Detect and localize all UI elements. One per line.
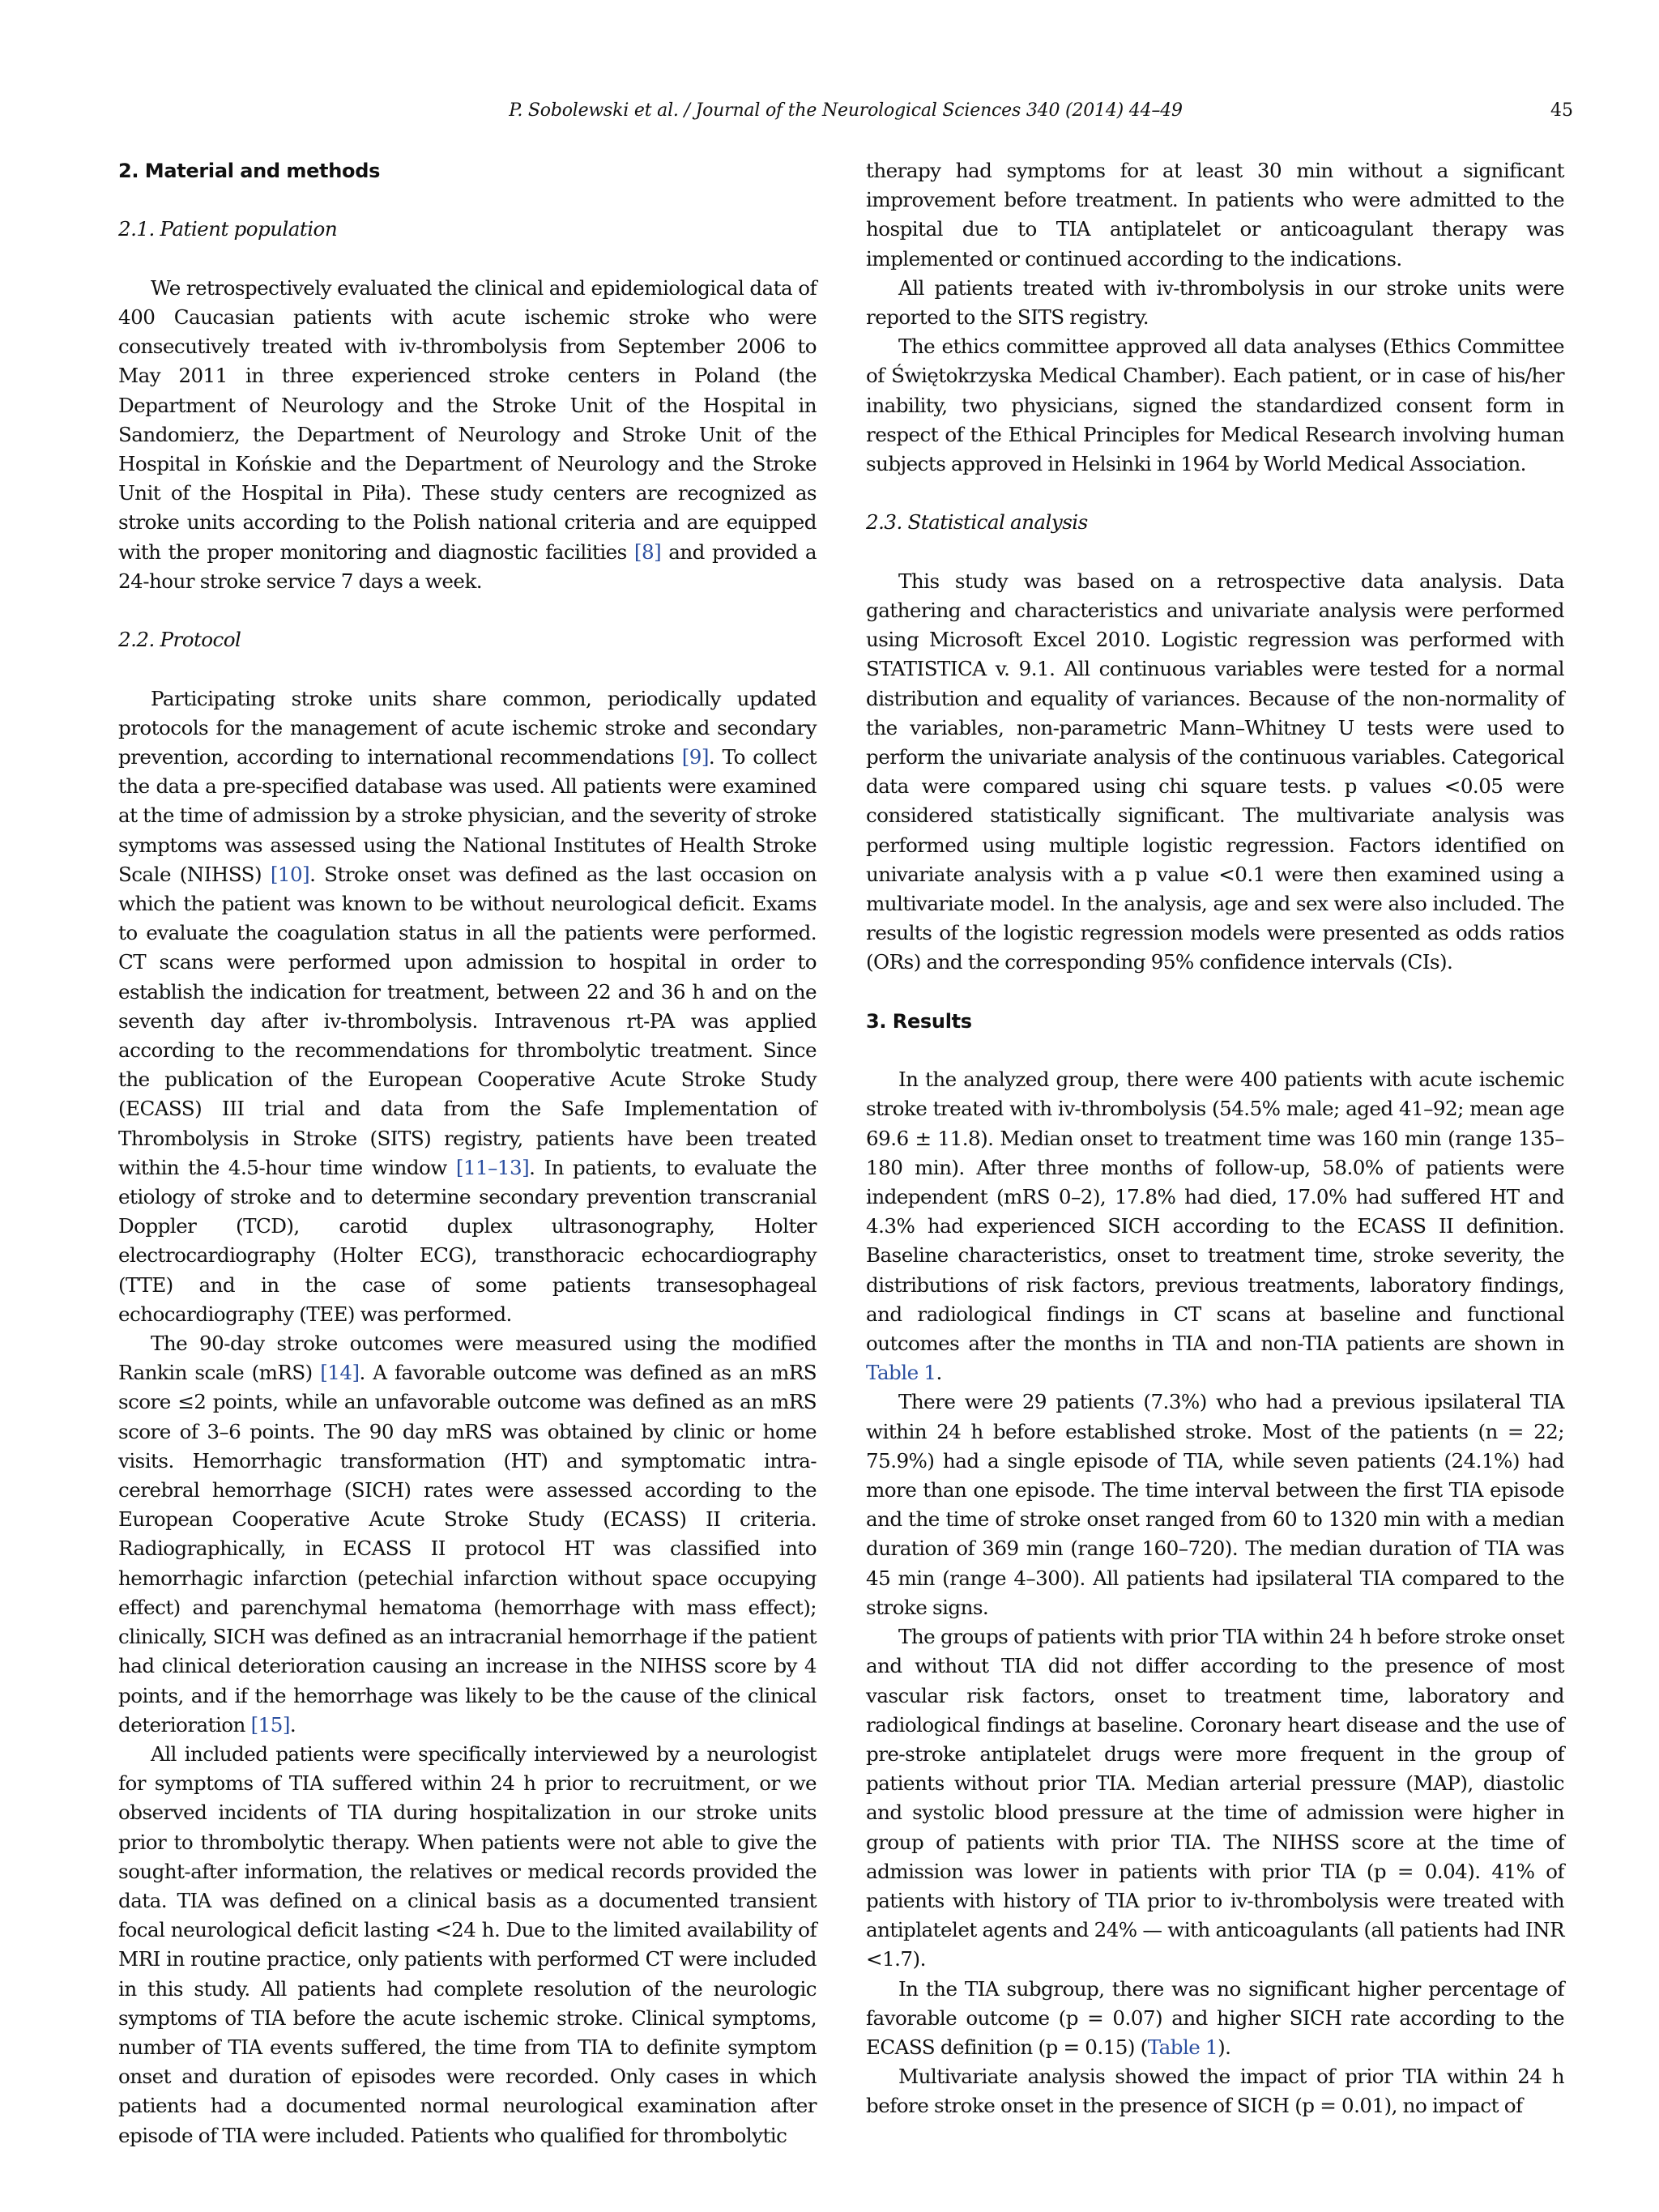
paragraph-tia-subgroup: In the TIA subgroup, there was no significant higher percentage of favorable outcome (p = 0.07) and higher SICH rate according to the ECASS definition (p = 0.15) (Table 1). [866, 1976, 1564, 2059]
paragraph-protocol: Participating stroke units share common, periodically updated protocols for the management of acute ischemic stroke and secondary prevention, according to international recommendations [9]. To collect the data a pre-specified database was used. All patients were examined at the time of admission by a stroke physician, and the severity of stroke symptoms was assessed using the National Institutes of Health Stroke Scale (NIHSS) [10]. Stroke onset was defined as the last occasion on which the patient was known to be without neurological deficit. Exams to evaluate the coagulation status in all the patients were performed. CT scans were performed upon admission to hospital in order to establish the indication for treatment, between 22 and 36 h and on the seventh day after iv-thrombolysis. Intravenous rt-PA was applied according to the recommendations for thrombolytic treatment. Since the publication of the European Cooperative Acute Stroke Study (ECASS) III trial and data from the Safe Implementation of Thrombolysis in Stroke (SITS) registry, patients have been treated within the 4.5-hour time window [11–13]. In patients, to evaluate the etiology of stroke and to determine secondary prevention transcranial Doppler (TCD), carotid duplex ultrasonography, Holter electrocardiography (Holter ECG), transthoracic echocardiography (TTE) and in the case of some patients transesophageal echocardiography (TEE) was performed. [118, 686, 817, 1326]
section-heading-methods: 2. Material and methods [118, 160, 381, 182]
paragraph-multivariate: Multivariate analysis showed the impact of prior TIA within 24 h before stroke onset in the presence of SICH (p = 0.01), no impact of [866, 2065, 1564, 2118]
paragraph-group-comparison: The groups of patients with prior TIA within 24 h before stroke onset and without TIA did not differ according to the presence of most vascular risk factors, onset to treatment time, laboratory and radiological findings at baseline. Coronary heart disease and the use of pre-stroke antiplatelet drugs were more frequent in the group of patients without prior TIA. Median arterial pressure (MAP), diastolic and systolic blood pressure at the time of admission were higher in group of patients with prior TIA. The NIHSS score at the time of admission was lower in patients with prior TIA (p = 0.04). 41% of patients with history of TIA prior to iv-thrombolysis were treated with antiplatelet agents and 24% — with anticoagulants (all patients had INR <1.7). [866, 1625, 1564, 1971]
running-head [118, 100, 1573, 125]
citation-link-9[interactable]: [9] [681, 745, 709, 769]
citation-link-15[interactable]: [15] [250, 1712, 290, 1737]
paragraph-sits-registry: All patients treated with iv-thrombolysis in our stroke units were reported to the SITS registry. [866, 275, 1564, 330]
citation-link-8[interactable]: [8] [633, 539, 662, 564]
paragraph-outcome-measures: The 90-day stroke outcomes were measured using the modified Rankin scale (mRS) [14]. A favorable outcome was defined as an mRS score ≤2 points, while an unfavorable outcome was defined as an mRS score of 3–6 points. The 90 day mRS was obtained by clinic or home visits. Hemorrhagic transformation (HT) and symptomatic intra-cerebral hemorrhage (SICH) rates were assessed according to the European Cooperative Acute Stroke Study (ECASS) II criteria. Radiographically, in ECASS II protocol HT was classified into hemorrhagic infarction (petechial infarction without space occupying effect) and parenchymal hematoma (hemorrhage with mass effect); clinically, SICH was defined as an intracranial hemorrhage if the patient had clinical deterioration causing an increase in the NIHSS score by 4 points, and if the hemorrhage was likely to be the cause of the clinical deterioration [15]. [118, 1332, 817, 1737]
right-column [866, 156, 1564, 2121]
citation-link-11-13[interactable]: [11–13] [455, 1155, 530, 1179]
subsection-heading-statistical-analysis: 2.3. Statistical analysis [866, 510, 1088, 535]
paragraph-results-overview: In the analyzed group, there were 400 patients with acute ischemic stroke treated with iv-thrombolysis (54.5% male; aged 41–92; mean age 69.6 ± 11.8). Median onset to treatment time was 160 min (range 135–180 min). After three months of follow-up, 58.0% of patients were independent (mRS 0–2), 17.8% had died, 17.0% had suffered HT and 4.3% had experienced SICH according to the ECASS II definition. Baseline characteristics, onset to treatment time, stroke severity, the distributions of risk factors, previous treatments, laboratory findings, and radiological findings in CT scans at baseline and functional outcomes after the months in TIA and non-TIA patients are shown in Table 1. [866, 1068, 1564, 1385]
paragraph-prior-tia: There were 29 patients (7.3%) who had a previous ipsilateral TIA within 24 h before established stroke. Most of the patients (n = 22; 75.9%) had a single episode of TIA, while seven patients (24.1%) had more than one episode. The time interval between the first TIA episode and the time of stroke onset ranged from 60 to 1320 min with a median duration of 369 min (range 160–720). The median duration of TIA was 45 min (range 4–300). All patients had ipsilateral TIA compared to the stroke signs. [866, 1390, 1564, 1619]
paragraph-ethics: The ethics committee approved all data analyses (Ethics Committee of Świętokrzyska Medical Chamber). Each patient, or in case of his/her inability, two physicians, signed the standardized consent form in respect of the Ethical Principles for Medical Research involving human subjects approved in Helsinki in 1964 by World Medical Association. [866, 335, 1564, 476]
paragraph-continued: therapy had symptoms for at least 30 min without a significant improvement before treatment. In patients who were admitted to the hospital due to TIA antiplatelet or anticoagulant therapy was implemented or continued according to the indications. [866, 159, 1564, 271]
citation-link-14[interactable]: [14] [320, 1361, 360, 1385]
subsection-heading-patient-population: 2.1. Patient population [118, 217, 338, 241]
section-heading-results: 3. Results [866, 1009, 972, 1033]
paragraph-statistical-analysis: This study was based on a retrospective data analysis. Data gathering and characteristics and univariate analysis were performed using Microsoft Excel 2010. Logistic regression was performed with STATISTICA v. 9.1. All continuous variables were tested for a normal distribution and equality of variances. Because of the non-normality of the variables, non-parametric Mann–Whitney U tests were used to perform the univariate analysis of the continuous variables. Categorical data were compared using chi square tests. p values <0.05 were considered statistically significant. The multivariate analysis was performed using multiple logistic regression. Factors identified on univariate analysis with a p value <0.1 were then examined using a multivariate model. In the analysis, age and sex were also included. The results of the logistic regression models were presented as odds ratios (ORs) and the corresponding 95% confidence intervals (CIs). [866, 569, 1564, 974]
table-1-link[interactable]: Table 1 [866, 1361, 936, 1385]
journal-citation-line: P. Sobolewski et al. / Journal of the Neurological Sciences 340 (2014) 44–49 [509, 100, 1183, 121]
page-number: 45 [1550, 100, 1573, 121]
left-column [118, 156, 817, 2150]
paragraph-tia-definition: All included patients were specifically interviewed by a neurologist for symptoms of TIA suffered within 24 h prior to recruitment, or we observed incidents of TIA during hospitalization in our stroke units prior to thrombolytic therapy. When patients were not able to give the sought-after information, the relatives or medical records provided the data. TIA was defined on a clinical basis as a documented transient focal neurological deficit lasting <24 h. Due to the limited availability of MRI in routine practice, only patients with performed CT were included in this study. All patients had complete resolution of the neurologic symptoms of TIA before the acute ischemic stroke. Clinical symptoms, number of TIA events suffered, the time from TIA to definite symptom onset and duration of episodes were recorded. Only cases in which patients had a documented normal neurological examination after episode of TIA were included. Patients who qualified for thrombolytic [118, 1741, 817, 2147]
paragraph-patient-population: We retrospectively evaluated the clinical and epidemiological data of 400 Caucasian patients with acute ischemic stroke who were consecutively treated with iv-thrombolysis from September 2006 to May 2011 in three experienced stroke centers in Poland (the Department of Neurology and the Stroke Unit of the Hospital in Sandomierz, the Department of Neurology and Stroke Unit of the Hospital in Końskie and the Department of Neurology and the Stroke Unit of the Hospital in Piła). These study centers are recognized as stroke units according to the Polish national criteria and are equipped with the proper monitoring and diagnostic facilities [8] and provided a 24-hour stroke service 7 days a week. [118, 275, 817, 593]
citation-link-10[interactable]: [10] [270, 862, 310, 886]
table-1-link[interactable]: Table 1 [1147, 2035, 1218, 2059]
subsection-heading-protocol: 2.2. Protocol [118, 628, 241, 652]
